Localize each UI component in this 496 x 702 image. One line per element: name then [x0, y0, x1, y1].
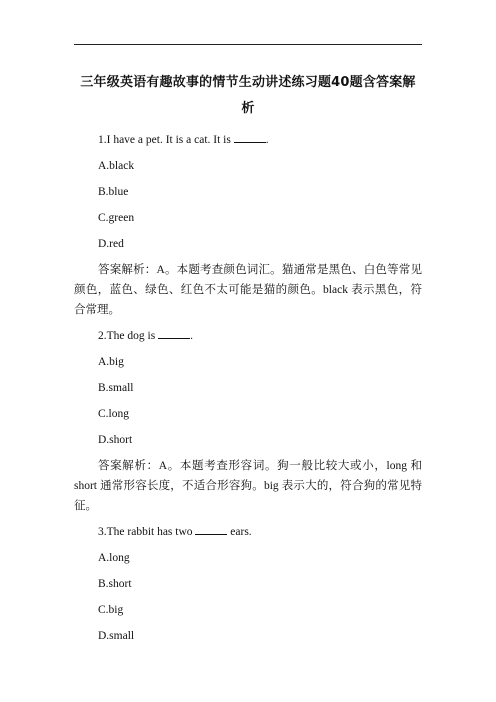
question-1-stem: 1.I have a pet. It is a cat. It is . [74, 130, 422, 156]
question-2-option-d: D.short [98, 434, 133, 446]
page-title [74, 70, 422, 122]
question-3-option-c: C.big [98, 604, 124, 616]
question-3-option-b: B.short [98, 578, 132, 590]
answer-blank [195, 522, 227, 535]
question-3-option-a: A.long [98, 552, 130, 564]
question-2-stem: 2.The dog is . [74, 326, 422, 352]
question-1-option-c: C.green [98, 212, 135, 224]
answer-blank [234, 130, 266, 143]
header-rule [74, 44, 422, 45]
answer-blank [158, 326, 190, 339]
question-1-option-b: B.blue [98, 186, 129, 198]
question-1-answer: 答案解析：A。本题考查颜色词汇。猫通常是黑色、白色等常见颜色，蓝色、绿色、红色不太可能是猫的颜色。black 表示黑色，符合常理。 [74, 264, 422, 316]
question-2-option-a: A.big [98, 356, 124, 368]
question-2-option-c: C.long [98, 408, 129, 420]
question-1-option-a: A.black [98, 160, 135, 172]
title-line-1: 三年级英语有趣故事的情节生动讲述练习题40题含答案解 [80, 75, 416, 90]
title-line-2: 析 [241, 101, 255, 116]
question-3-stem: 3.The rabbit has two ears. [74, 522, 422, 548]
question-2-answer: 答案解析：A。本题考查形容词。狗一般比较大或小，long 和 short 通常形容长度，不适合形容狗。big 表示大的，符合狗的常见特征。 [74, 460, 422, 512]
question-1-option-d: D.red [98, 238, 124, 250]
question-list [74, 130, 422, 652]
question-2-option-b: B.small [98, 382, 134, 394]
question-3-option-d: D.small [98, 630, 135, 642]
